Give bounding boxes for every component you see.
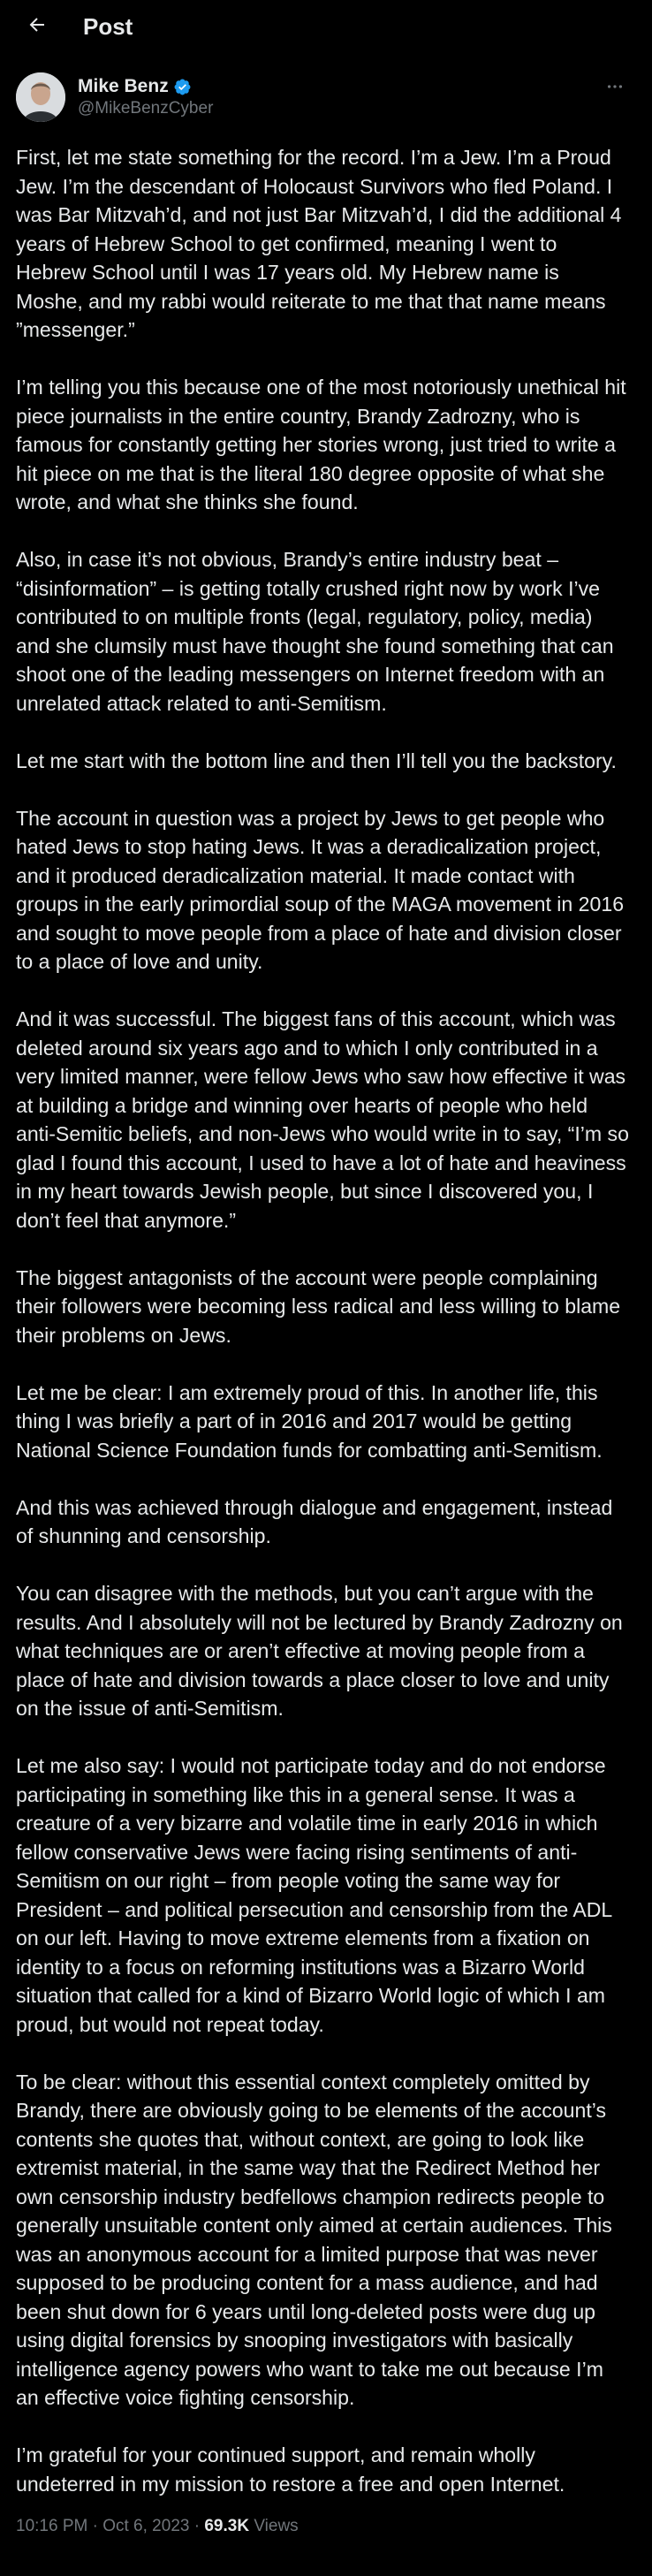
author-row [0,53,652,124]
views-count[interactable]: 69.3K [204,2516,250,2535]
post-paragraph: Also, in case it’s not obvious, Brandy’s entire industry beat – “disinformation” – is getting totally crushed right now by work I’ve contributed to on multiple fronts (legal, regulatory, policy, media) and she clumsily must have thought she found something that can shoot one of the leading messengers on Internet freedom with an unrelated attack related to anti-Semitism. [16,548,614,715]
post-paragraph: You can disagree with the methods, but you can’t argue with the results. And I absolutely will not be lectured by Brandy Zadrozny on what techniques are or aren’t effective at moving people from a place of hate and division towards a place closer to love and unity on the issue of anti-Semitism. [16,1582,623,1720]
post-paragraph: Let me also say: I would not participate today and do not endorse participating in something like this in a general sense. It was a creature of a very bizarre and volatile time in early 2016 in which fellow conservative Jews were facing rising sentiments of anti-Semitism on our right – from people voting the same way for President – and political persecution and censorship from the ADL on our left. Having to move extreme elements from a fixation on identity to a focus on reforming institutions was a Bizarro World situation that called for a kind of Bizarro World logic of which I am proud, but would not repeat today. [16,1754,612,2036]
back-button[interactable] [21,11,53,42]
author-name[interactable]: Mike Benz [78,76,169,96]
top-bar [0,0,652,53]
page-title: Post [83,12,133,40]
post-paragraph: I’m telling you this because one of the most notoriously unethical hit piece journalists in the entire country, Brandy Zadrozny, who is famous for constantly getting her stories wrong, just tried to write a hit piece on me that is the literal 180 degree opposite of what she wrote, and what she thinks she found. [16,376,626,513]
post-date[interactable]: Oct 6, 2023 [102,2516,190,2535]
author-handle[interactable]: @MikeBenzCyber [78,99,214,118]
avatar[interactable] [16,72,65,122]
post-paragraph: First, let me state something for the record. I’m a Jew. I’m a Proud Jew. I’m the descendant of Holocaust Survivors who fled Poland. I was Bar Mitzvah’d, and not just Bar Mitzvah’d, I did the additional 4 years of Hebrew School to get confirmed, meaning I went to Hebrew School until I was 17 years old. My Hebrew name is Moshe, and my rabbi would reiterate to me that that name means ”messenger.” [16,146,622,341]
more-horizontal-icon [605,77,625,101]
post-paragraph: I’m grateful for your continued support, and remain wholly undeterred in my mission to restore a free and open Internet. [16,2443,565,2496]
post-time[interactable]: 10:16 PM [16,2516,88,2535]
meta-separator: · [92,2516,98,2535]
post-paragraph: And it was successful. The biggest fans of this account, which was deleted around six years ago and to which I only contributed in a very limited manner, were fellow Jews who saw how effective it was at building a bridge and winning over hearts of people who held anti-Semitic beliefs, and non-Jews who would write in to say, “I’m so glad I found this account, I used to have a lot of hate and heaviness in my heart towards Jewish people, but since I discovered you, I don’t feel that anymore.” [16,1007,629,1232]
post-paragraph: The account in question was a project by Jews to get people who hated Jews to stop hating Jews. It was a deradicalization project, and it produced deradicalization material. It made contact with groups in the early primordial soup of the MAGA movement in 2016 and sought to move people from a place of hate and division closer to a place of love and unity. [16,806,625,973]
arrow-left-icon [27,14,48,40]
post-paragraph: Let me be clear: I am extremely proud of this. In another life, this thing I was briefly a part of in 2016 and 2017 would be getting National Science Foundation funds for combatting anti-Semitism. [16,1380,603,1462]
post-meta [0,2517,652,2536]
post-paragraph: And this was achieved through dialogue and engagement, instead of shunning and censorship. [16,1495,613,1547]
meta-separator: · [193,2516,201,2535]
post-body [0,124,652,2498]
post-paragraph: Let me start with the bottom line and then I’ll tell you the backstory. [16,748,617,772]
views-label: Views [254,2516,299,2535]
more-options-button[interactable] [599,72,631,104]
verified-badge-icon [173,78,192,96]
post-paragraph: To be clear: without this essential context completely omitted by Brandy, there are obviously going to be elements of the account’s contents she quotes that, without context, are going to look like extremist material, in the same way that the Redirect Method her own censorship industry bedfellows champion redirects people to generally unsuitable content only aimed at certain audiences. This was an anonymous account for a limited purpose that was never supposed to be producing content for a mass audience, and had been shut down for 6 years until long-deleted posts were dug up using digital forensics by snooping investigators with basically intelligence agency powers who want to take me out because I’m an effective voice fighting censorship. [16,2070,612,2409]
post-paragraph: The biggest antagonists of the account were people complaining their followers were becoming less radical and less willing to blame their problems on Jews. [16,1265,621,1347]
